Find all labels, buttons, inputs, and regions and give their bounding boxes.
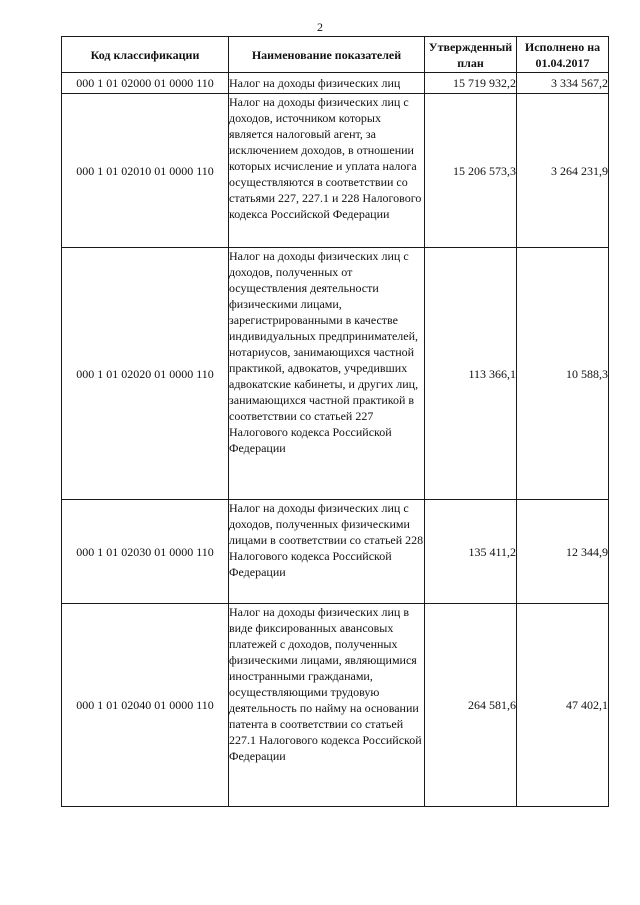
row-done: 12 344,9 (517, 500, 609, 604)
row-plan: 135 411,2 (425, 500, 517, 604)
row-name: Налог на доходы физических лиц с доходов, полученных физическими лицами в соответствии со статьей 228 Налогового кодекса Российской Федерации (229, 500, 425, 604)
row-code: 000 1 01 02010 01 0000 110 (62, 94, 229, 248)
row-name: Налог на доходы физических лиц (229, 73, 425, 94)
page-number: 2 (317, 20, 323, 34)
row-name: Налог на доходы физических лиц в виде фиксированных авансовых платежей с доходов, полученных физическими лицами, являющимися иностранными гражданами, осуществляющими трудовую деятельность по найму на основании патента в соответствии со статьей 227.1 Налогового кодекса Российской Федерации (229, 604, 425, 807)
header-plan: Утвержденный план (425, 37, 517, 73)
row-plan: 264 581,6 (425, 604, 517, 807)
row-code: 000 1 01 02000 01 0000 110 (62, 73, 229, 94)
table-row (62, 500, 609, 604)
header-done: Исполнено на 01.04.2017 (517, 37, 609, 73)
header-row (62, 37, 609, 73)
row-code: 000 1 01 02030 01 0000 110 (62, 500, 229, 604)
header-name: Наименование показателей (229, 37, 425, 73)
budget-table (61, 36, 609, 807)
table-row (62, 604, 609, 807)
row-name: Налог на доходы физических лиц с доходов, полученных от осуществления деятельности физическими лицами, зарегистрированными в качестве индивидуальных предпринимателей, нотариусов, занимающихся частной практикой, адвокатов, учредивших адвокатские кабинеты, и других лиц, занимающихся частной практикой в соответствии со статьей 227 Налогового кодекса Российской Федерации (229, 248, 425, 500)
table-body (62, 73, 609, 807)
table-row (62, 248, 609, 500)
row-done: 47 402,1 (517, 604, 609, 807)
table-header (62, 37, 609, 73)
row-plan: 15 719 932,2 (425, 73, 517, 94)
row-done: 3 334 567,2 (517, 73, 609, 94)
table-row (62, 94, 609, 248)
row-code: 000 1 01 02020 01 0000 110 (62, 248, 229, 500)
row-done: 10 588,3 (517, 248, 609, 500)
row-plan: 15 206 573,3 (425, 94, 517, 248)
header-code: Код классификации (62, 37, 229, 73)
row-done: 3 264 231,9 (517, 94, 609, 248)
table-row (62, 73, 609, 94)
row-code: 000 1 01 02040 01 0000 110 (62, 604, 229, 807)
row-name: Налог на доходы физических лиц с доходов, источником которых является налоговый агент, за исключением доходов, в отношении которых исчисление и уплата налога осуществляются в соответствии со статьями 227, 227.1 и 228 Налогового кодекса Российской Федерации (229, 94, 425, 248)
row-plan: 113 366,1 (425, 248, 517, 500)
